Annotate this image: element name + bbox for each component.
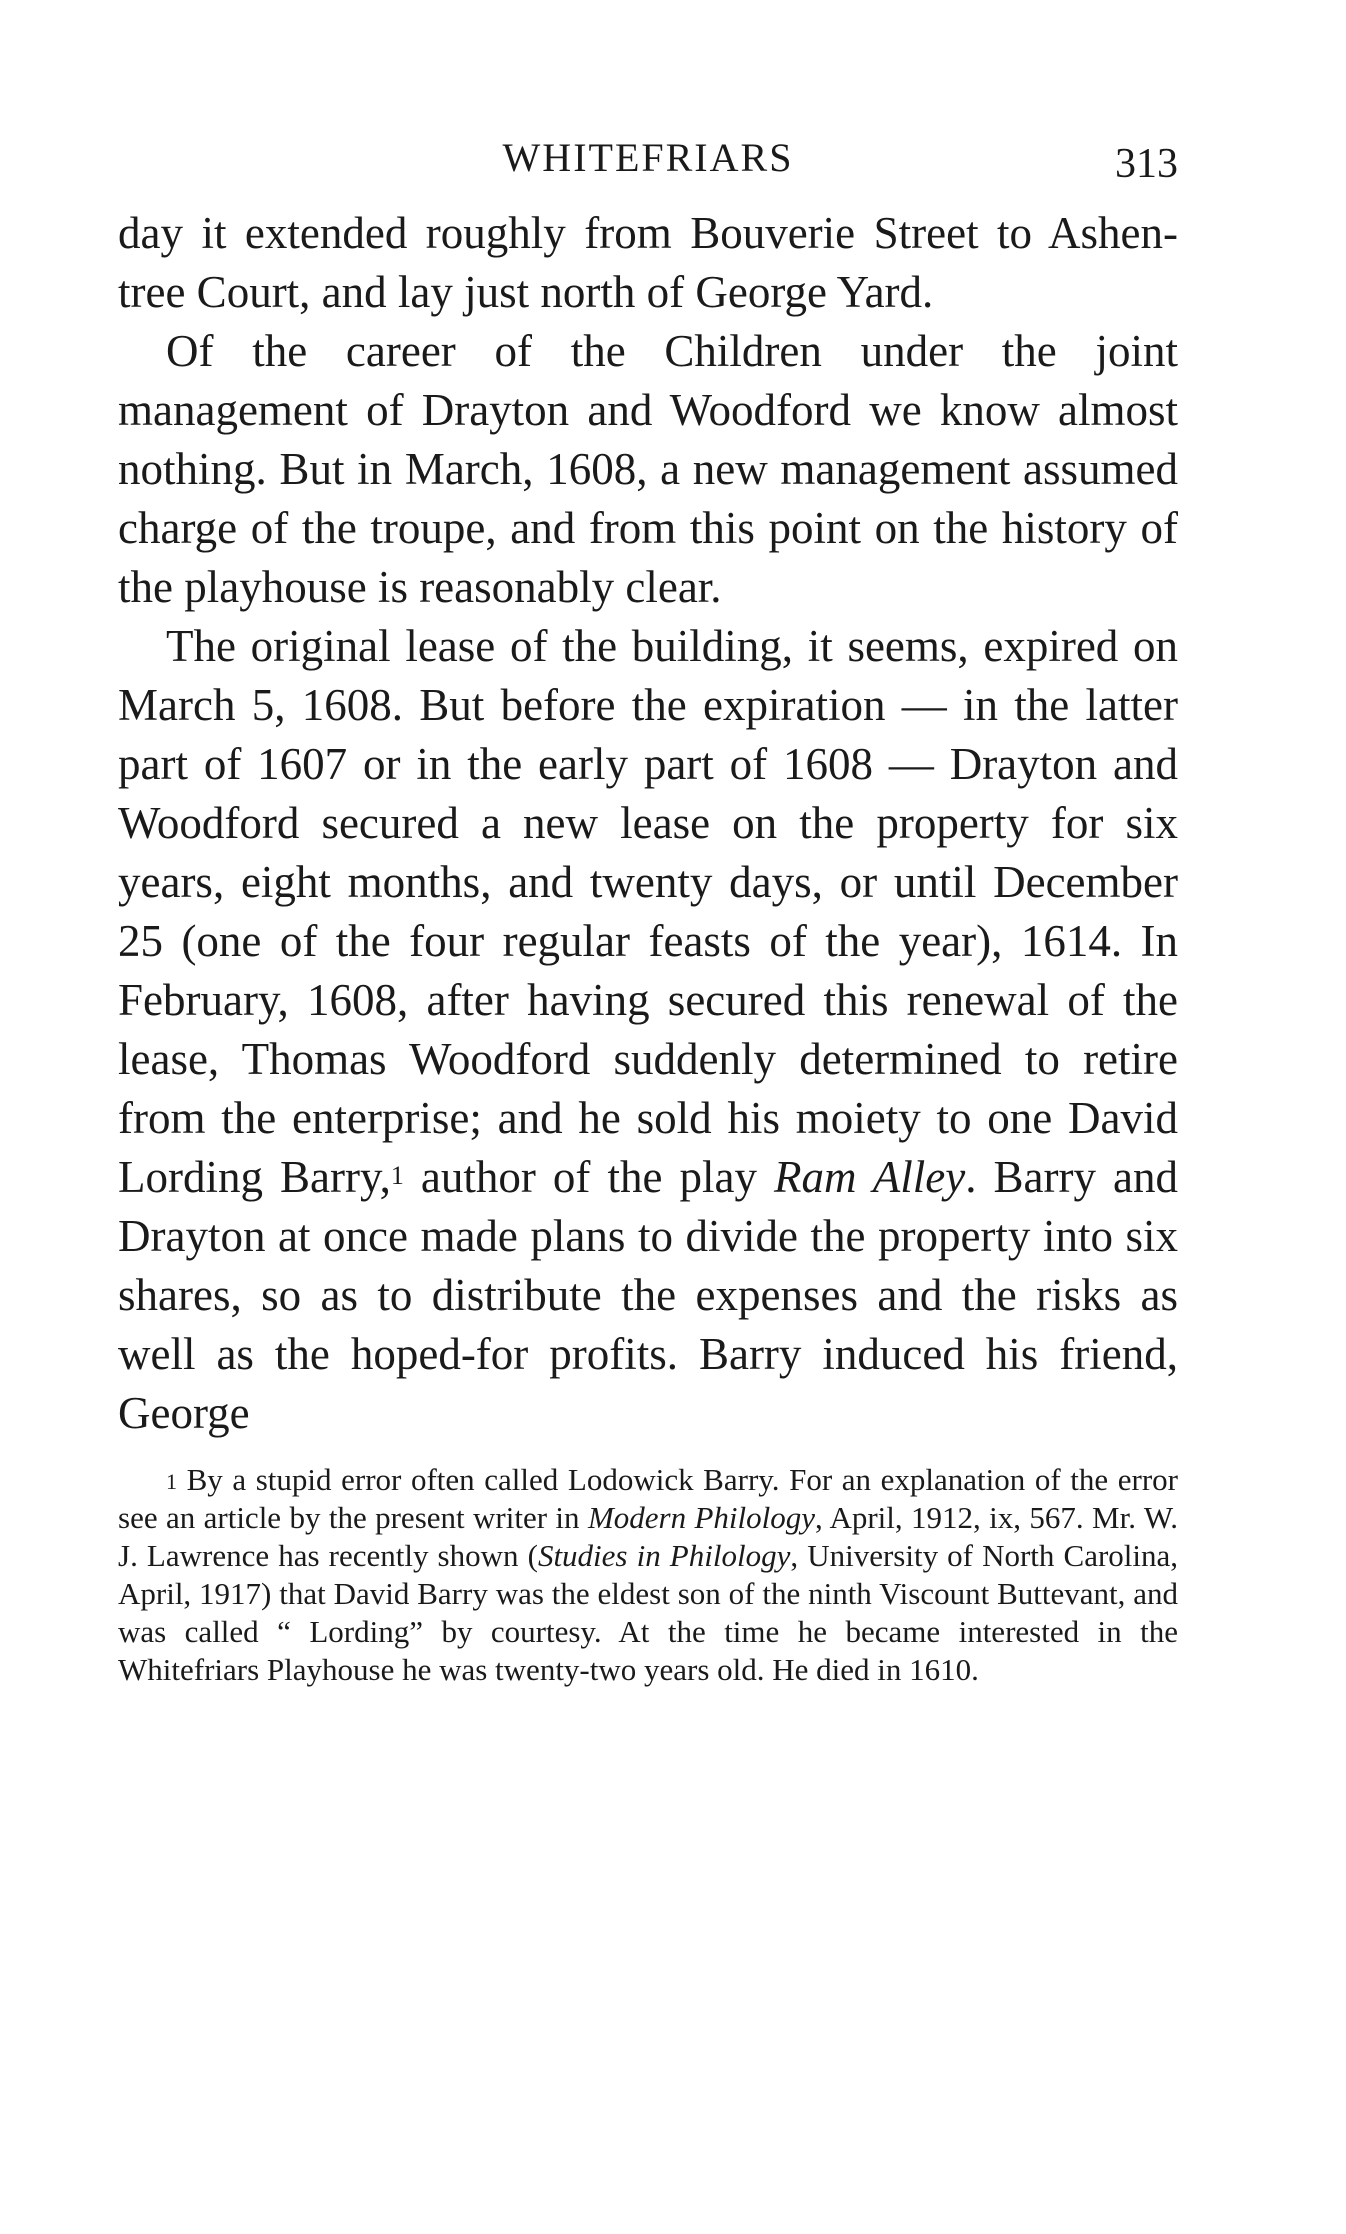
paragraph-3-text: The original lease of the building, it seems, expired on March 5, 1608. But before the expiration — in the latter part of 1607 or in the early part of 1608 — Drayton and Woodford secured a new lease on the property for six years, eight months, and twenty days, or until December 25 (one of the four regular feasts of the year), 1614. In February, 1608, after having secured this renewal of the lease, Thomas Woodford suddenly determined to retire from the enterprise; and he sold his moiety to one David Lording Barry, <box>118 621 1178 1202</box>
journal-title: Modern Philology <box>587 1500 816 1535</box>
paragraph-3-text-end: . Barry and Drayton at once made plans to divide the property into six shares, so as to distribute the expenses and the risks as well as the hoped-for profits. Barry induced his friend, George <box>118 1152 1178 1438</box>
footnote-marker: 1 <box>166 1469 177 1494</box>
page-number: 313 <box>1115 141 1178 187</box>
paragraph-3-text-cont: author of the play <box>403 1152 775 1202</box>
journal-title-2: Studies in Philology <box>537 1538 791 1573</box>
play-title: Ram Alley <box>774 1152 966 1202</box>
footnote-text-3: , University of North Carolina, April, 1917) that David Barry was the eldest son of the ninth Viscount Buttevant, and was called “ Lording” by courtesy. At the time he became interested in the Whitefriars Playhouse he was twenty-two years old. He died in 1610. <box>118 1538 1179 1687</box>
footnote-text-2: , April, 1912, ix, 567. Mr. W. J. Lawrence has recently shown ( <box>118 1500 1178 1573</box>
book-page <box>118 128 1178 1689</box>
footnote-reference: 1 <box>390 1161 404 1190</box>
running-head <box>118 128 1178 188</box>
paragraph-3 <box>118 617 1178 1443</box>
body-text <box>118 204 1178 1443</box>
footnote <box>118 1461 1178 1689</box>
running-title: WHITEFRIARS <box>502 135 794 180</box>
paragraph-1: day it extended roughly from Bouverie Street to Ashen-tree Court, and lay just north of George Yard. <box>118 208 1178 317</box>
footnote-text-1: By a stupid error often called Lodowick Barry. For an explanation of the error see an article by the present writer in <box>118 1462 1178 1535</box>
paragraph-2: Of the career of the Children under the joint management of Drayton and Woodford we know almost nothing. But in March, 1608, a new management assumed charge of the troupe, and from this point on the history of the playhouse is reasonably clear. <box>118 326 1178 612</box>
